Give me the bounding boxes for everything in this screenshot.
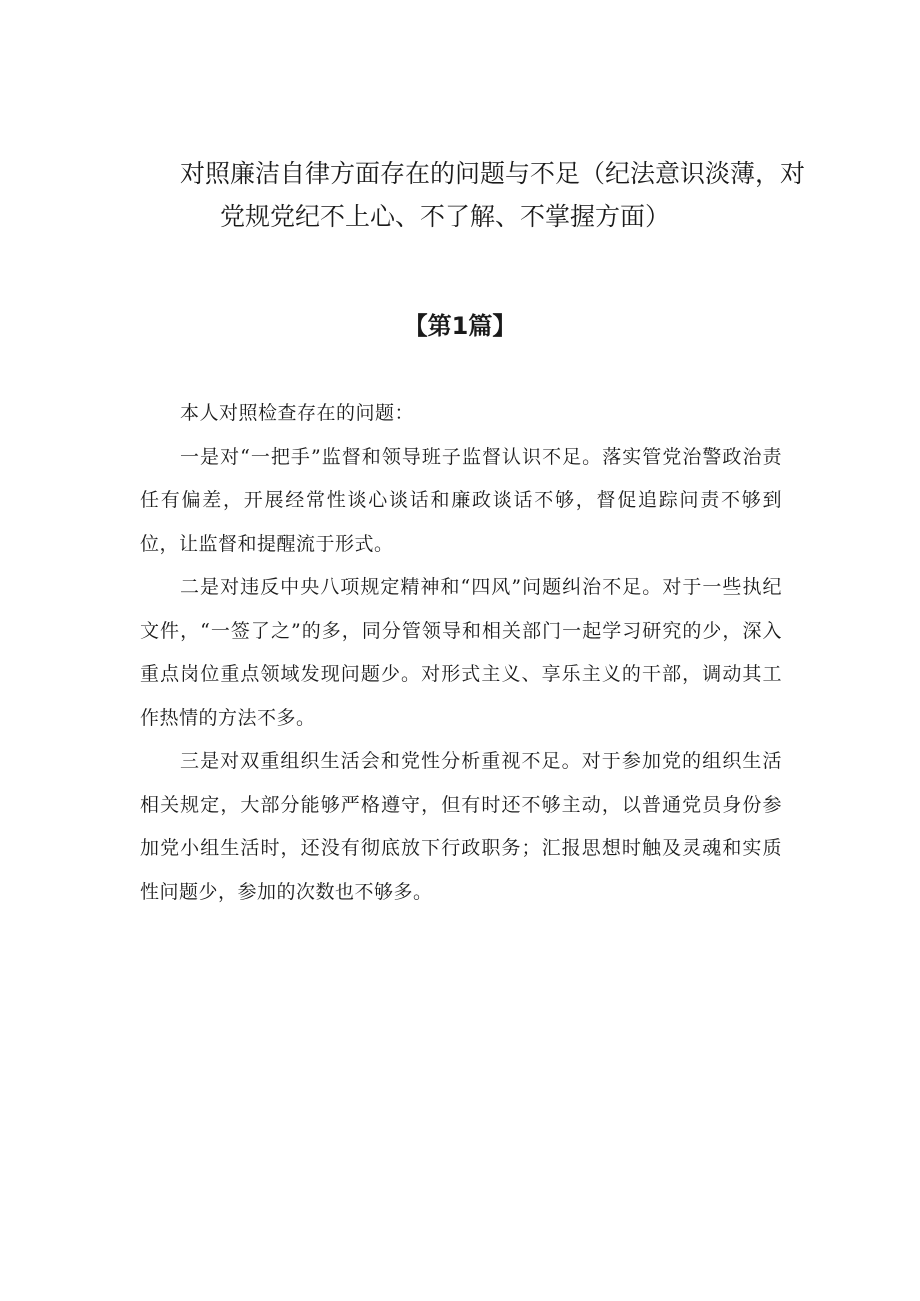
section-heading: 【第1篇】 (403, 312, 517, 340)
paragraph-issue-3: 三是对双重组织生活会和党性分析重视不足。对于参加党的组织生活相关规定，大部分能够严格遵守，但有时还不够主动，以普通党员身份参加党小组生活时，还没有彻底放下行政职务；汇报思想时触及灵魂和实质性问题少，参加的次数也不够多。 (140, 750, 782, 903)
document-body (140, 392, 782, 914)
paragraph-issue-2: 二是对违反中央八项规定精神和“四风”问题纠治不足。对于一些执纪文件，“一签了之”的多，同分管领导和相关部门一起学习研究的少，深入重点岗位重点领域发现问题少。对形式主义、享乐主义的干部，调动其工作热情的方法不多。 (140, 576, 782, 729)
document-title-line-2: 党规党纪不上心、不了解、不掌握方面） (220, 202, 671, 231)
paragraph-issue-1: 一是对“一把手”监督和领导班子监督认识不足。落实管党治警政治责任有偏差，开展经常性谈心谈话和廉政谈话不够，督促追踪问责不够到位，让监督和提醒流于形式。 (140, 445, 782, 555)
document-title (140, 152, 806, 238)
document-title-line-1: 对照廉洁自律方面存在的问题与不足（纪法意识淡薄，对 (180, 159, 806, 188)
paragraph-intro: 本人对照检查存在的问题： (180, 402, 415, 424)
